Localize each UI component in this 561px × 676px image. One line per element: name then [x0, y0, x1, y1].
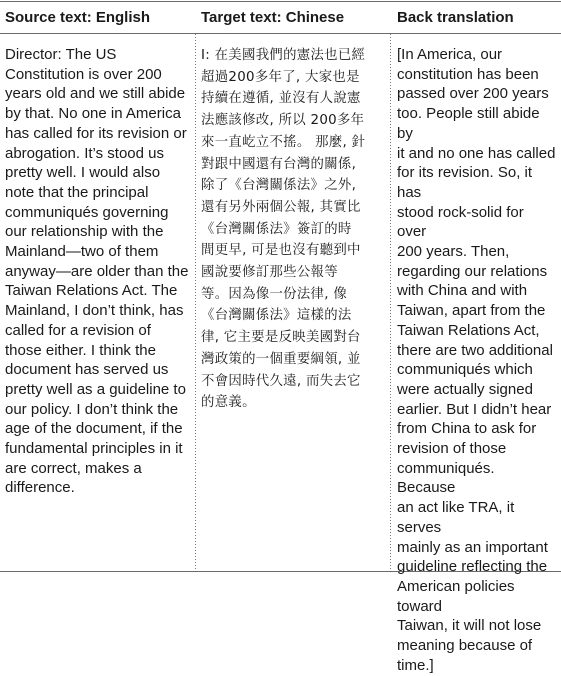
header-target-text: Target text: Chinese [201, 9, 345, 26]
column-divider [195, 34, 196, 571]
target-text-cell: I: 在美國我們的憲法也已經 超過200多年了, 大家也是 持續在遵循, 並沒有人說憲 法應該修改, 所以 200多年 來一直屹立不搖。 那麼, 針 對跟中國還有台灣的關係, 除了《台灣關係法》之外, 還有另外兩個公報, 其實比 《台灣關係法》簽訂的時 間更早, 可是也沒有聽到中 國說要修訂那些公報等 等。因為像一份法律, 像 《台灣關係法》這樣的法 律, 它主要是反映美國對台 灣政策的一個重要綱領, 並 不會因時代久遠, 而失去它 的意義。 [201, 48, 366, 411]
source-text-cell: Director: The US Constitution is over 200 years old and we still abide by that. No one in America has called for its revision or abrogation. It’s stood us pretty well. I would also note that the principal communiqués governing our relationship with the Mainland—two of them anyway—are older than the Taiwan Relations Act. The Mainland, I don’t think, has called for a revision of those either. I think the document has served us pretty well as a guideline to our policy. I don’t think the age of the document, if the fundamental principles in it are correct, makes a difference. [5, 46, 189, 497]
table-header-rule [0, 33, 561, 34]
header-back-translation: Back translation [397, 9, 514, 26]
table-top-rule [0, 1, 561, 2]
back-translation-cell: [In America, our constitution has been passed over 200 years too. People still abide by it and no one has called for its revision. So, it has stood rock-solid for over 200 years. Then, regarding our relations with China and with Taiwan, apart from the Taiwan Relations Act, there are two additional communiqués which were actually signed earlier. But I didn’t hear from China to ask for revision of those communiqués. Because an act like TRA, it serves mainly as an important guideline reflecting the American policies toward Taiwan, it will not lose meaning because of time.] [397, 46, 556, 674]
column-divider [390, 34, 391, 571]
header-source-text: Source text: English [5, 9, 151, 26]
